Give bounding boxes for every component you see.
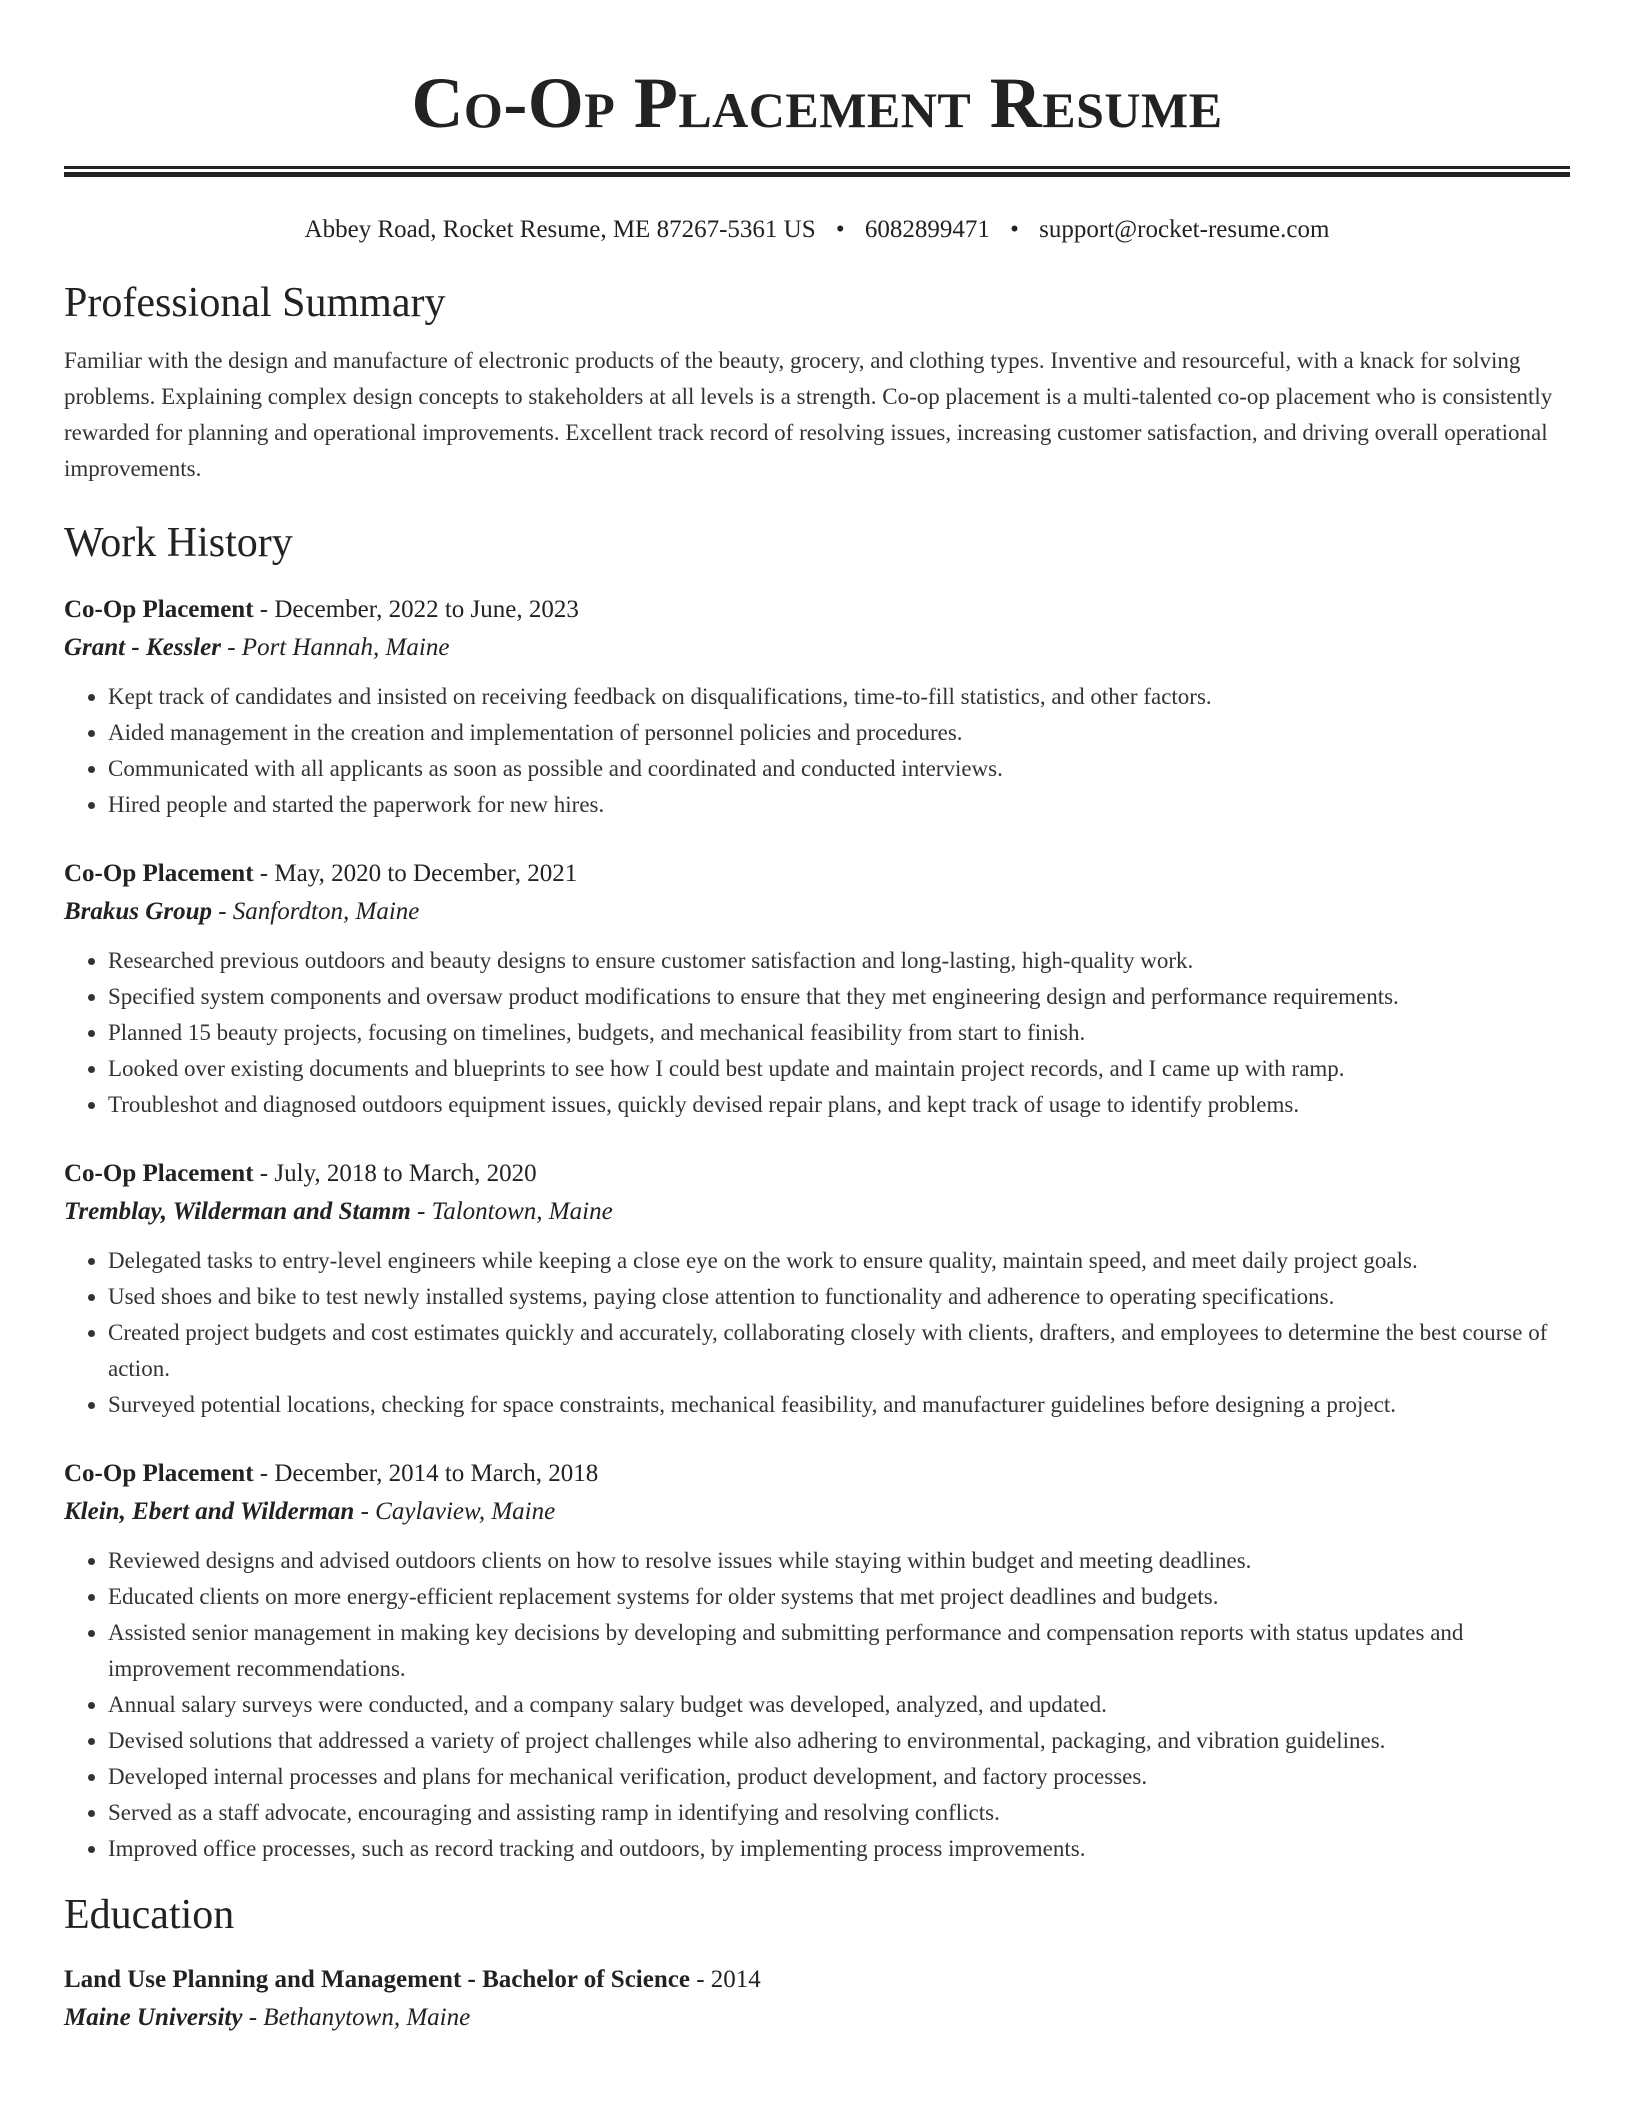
title-divider: [64, 166, 1570, 177]
job-duty-item: • Annual salary surveys were conducted, and a company salary budget was developed, analyzed, and updated.: [108, 1687, 1570, 1723]
education-year: - 2014: [689, 1966, 761, 1993]
job-location: - Caylaview, Maine: [354, 1498, 556, 1525]
job-company-line: [64, 1193, 1570, 1231]
job-dates: - July, 2018 to March, 2020: [253, 1160, 537, 1187]
job-company: Klein, Ebert and Wilderman: [64, 1498, 355, 1525]
job-title: Co-Op Placement: [64, 1160, 254, 1187]
contact-address: Abbey Road, Rocket Resume, ME 87267-5361 US: [304, 216, 816, 243]
job-entry: [64, 591, 1570, 823]
job-dates: - December, 2014 to March, 2018: [253, 1460, 599, 1487]
job-title: Co-Op Placement: [64, 860, 254, 887]
job-duty-item: • Improved office processes, such as record tracking and outdoors, by implementing process improvements.: [108, 1831, 1570, 1867]
job-duties-list: [64, 943, 1570, 1123]
job-title: Co-Op Placement: [64, 1460, 254, 1487]
resume-page: [64, 0, 1570, 2037]
work-history-list: [64, 591, 1570, 1867]
job-title-line: [64, 855, 1570, 893]
job-location: - Port Hannah, Maine: [220, 634, 450, 661]
contact-separator: •: [835, 216, 845, 243]
job-dates: - December, 2022 to June, 2023: [253, 596, 579, 623]
job-title-line: [64, 1455, 1570, 1493]
contact-phone: 6082899471: [864, 216, 990, 243]
job-duty-item: • Developed internal processes and plans for mechanical verification, product development, and factory processes.: [108, 1759, 1570, 1795]
job-duty-item: • Devised solutions that addressed a variety of project challenges while also adhering to environmental, packaging, and vibration guidelines.: [108, 1723, 1570, 1759]
job-duty-item: • Reviewed designs and advised outdoors clients on how to resolve issues while staying within budget and meeting deadlines.: [108, 1543, 1570, 1579]
education-degree-line: [64, 1961, 1570, 1999]
job-title-line: [64, 591, 1570, 629]
job-company: Brakus Group: [64, 898, 212, 925]
job-company-line: [64, 629, 1570, 667]
job-duty-item: • Specified system components and oversaw product modifications to ensure that they met engineering design and performance requirements.: [108, 979, 1570, 1015]
education-degree: Land Use Planning and Management - Bachelor of Science: [64, 1966, 690, 1993]
contact-line: [64, 213, 1570, 247]
job-location: - Sanfordton, Maine: [211, 898, 420, 925]
education-school-line: [64, 1999, 1570, 2037]
job-duty-item: • Planned 15 beauty projects, focusing on timelines, budgets, and mechanical feasibility from start to finish.: [108, 1015, 1570, 1051]
job-duty-item: • Kept track of candidates and insisted on receiving feedback on disqualifications, time-to-fill statistics, and other factors.: [108, 679, 1570, 715]
job-entry: [64, 1455, 1570, 1867]
job-duty-item: • Troubleshot and diagnosed outdoors equipment issues, quickly devised repair plans, and kept track of usage to identify problems.: [108, 1087, 1570, 1123]
job-duties-list: [64, 679, 1570, 823]
job-title-line: [64, 1155, 1570, 1193]
job-entry: [64, 855, 1570, 1123]
education-location: - Bethanytown, Maine: [242, 2004, 471, 2031]
job-duty-item: • Used shoes and bike to test newly installed systems, paying close attention to functionality and adherence to operating specifications.: [108, 1279, 1570, 1315]
section-heading-education: Education: [64, 1892, 235, 1938]
job-duty-item: • Surveyed potential locations, checking for space constraints, mechanical feasibility, and manufacturer guidelines before designing a project.: [108, 1387, 1570, 1423]
section-heading-summary: Professional Summary: [64, 280, 446, 326]
job-location: - Talontown, Maine: [410, 1198, 613, 1225]
contact-email: support@rocket-resume.com: [1039, 216, 1330, 243]
job-duty-item: • Served as a staff advocate, encouraging and assisting ramp in identifying and resolving conflicts.: [108, 1795, 1570, 1831]
job-dates: - May, 2020 to December, 2021: [253, 860, 578, 887]
job-company-line: [64, 1493, 1570, 1531]
resume-title: Co-Op Placement Resume: [411, 63, 1223, 143]
job-title: Co-Op Placement: [64, 596, 254, 623]
job-duty-item: • Delegated tasks to entry-level engineers while keeping a close eye on the work to ensure quality, maintain speed, and meet daily project goals.: [108, 1243, 1570, 1279]
summary-text: Familiar with the design and manufacture of electronic products of the beauty, grocery, and clothing types. Inventive and resourceful, with a knack for solving problems. Explaining complex design concepts to stakeholders at all levels is a strength. Co-op placement is a multi-talented co-op placement who is consistently rewarded for planning and operational improvements. Excellent track record of resolving issues, increasing customer satisfaction, and driving overall operational improvements.: [64, 348, 1553, 481]
job-duty-item: • Communicated with all applicants as soon as possible and coordinated and conducted interviews.: [108, 751, 1570, 787]
education-school: Maine University: [64, 2004, 243, 2031]
job-duty-item: • Educated clients on more energy-efficient replacement systems for older systems that met project deadlines and budgets.: [108, 1579, 1570, 1615]
job-company: Grant - Kessler: [64, 634, 221, 661]
job-duties-list: [64, 1543, 1570, 1867]
job-company: Tremblay, Wilderman and Stamm: [64, 1198, 411, 1225]
section-heading-work: Work History: [64, 520, 293, 566]
job-duties-list: [64, 1243, 1570, 1423]
job-duty-item: • Created project budgets and cost estimates quickly and accurately, collaborating closely with clients, drafters, and employees to determine the best course of action.: [108, 1315, 1570, 1387]
job-duty-item: • Researched previous outdoors and beauty designs to ensure customer satisfaction and long-lasting, high-quality work.: [108, 943, 1570, 979]
contact-separator: •: [1010, 216, 1019, 243]
education-entry: [64, 1961, 1570, 2037]
job-duty-item: • Assisted senior management in making key decisions by developing and submitting performance and compensation reports with status updates and improvement recommendations.: [108, 1615, 1570, 1687]
job-company-line: [64, 893, 1570, 931]
job-duty-item: • Aided management in the creation and implementation of personnel policies and procedures.: [108, 715, 1570, 751]
job-duty-item: • Looked over existing documents and blueprints to see how I could best update and maintain project records, and I came up with ramp.: [108, 1051, 1570, 1087]
job-duty-item: • Hired people and started the paperwork for new hires.: [108, 787, 1570, 823]
job-entry: [64, 1155, 1570, 1423]
